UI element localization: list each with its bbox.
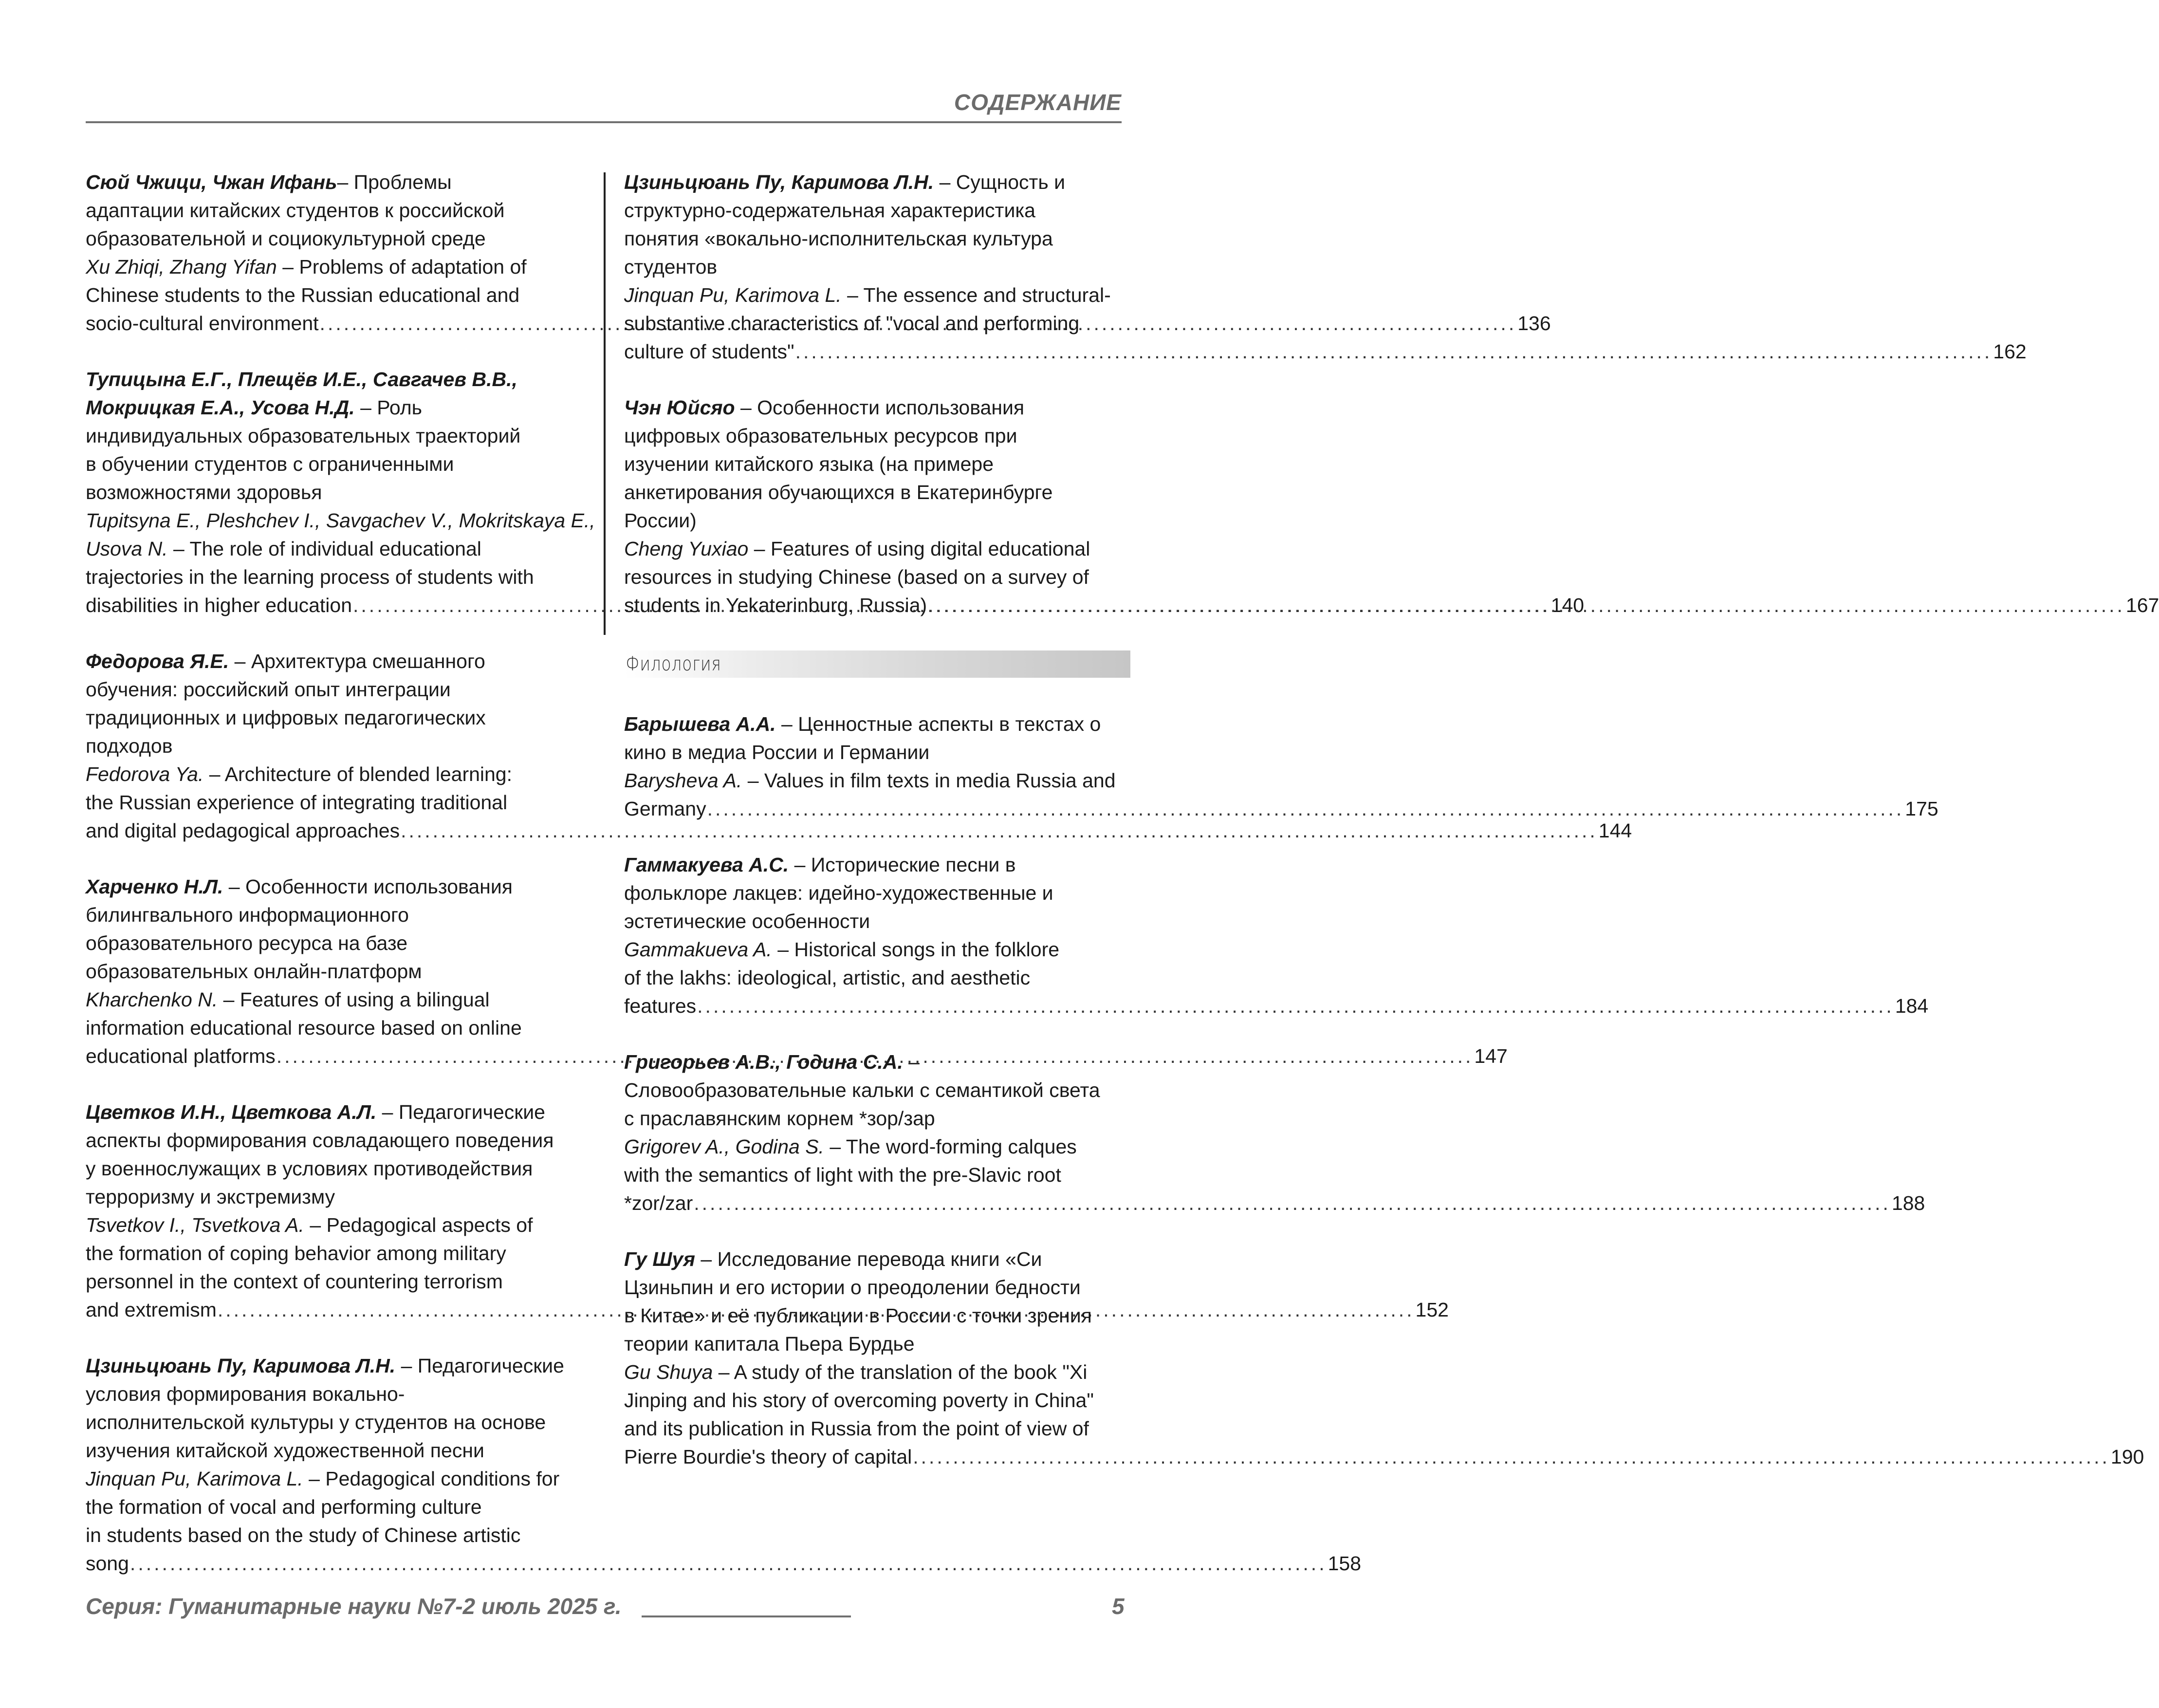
ru-title-line: изучении китайского языка (на примере — [624, 453, 994, 475]
en-line — [86, 985, 590, 1014]
page-ref[interactable]: 190 — [2110, 1446, 2144, 1468]
en-title-start: – Features of using digital educational — [748, 538, 1090, 560]
ru-authors: Тупицына Е.Г., Плещёв И.Е., Савгачев В.В., — [86, 368, 517, 390]
page-ref[interactable]: 147 — [1474, 1045, 1508, 1067]
en-line — [624, 766, 1130, 795]
en-title-start: – Values in film texts in media Russia and — [742, 769, 1116, 792]
toc-entry[interactable] — [624, 851, 1929, 1020]
ru-authors: Сюй Чжици, Чжан Ифань — [86, 171, 337, 193]
ru-line — [86, 393, 590, 422]
en-title-start: – Architecture of blended learning: — [203, 763, 512, 785]
en-authors: Gammakueva A. — [624, 938, 772, 961]
en-title-end: disabilities in higher education — [86, 594, 352, 616]
ru-title-line: возможностями здоровья — [86, 481, 322, 503]
en-title-line: the formation of coping behavior among military — [86, 1242, 506, 1264]
en-title-line: the Russian experience of integrating traditional — [86, 791, 508, 814]
en-title-line: trajectories in the learning process of students with — [86, 566, 534, 588]
en-authors: Jinquan Pu, Karimova L. — [624, 284, 842, 306]
en-authors: Xu Zhiqi, Zhang Yifan — [86, 256, 277, 278]
ru-authors: Григорьев А.В., Година С.А. — [624, 1051, 903, 1073]
en-line — [86, 506, 595, 535]
ru-title-line: у военнослужащих в условиях противодействия — [86, 1157, 533, 1180]
en-line — [624, 535, 1130, 563]
ru-title-line: терроризму и экстремизму — [86, 1186, 335, 1208]
ru-authors: Цзиньцюань Пу, Каримова Л.Н. — [86, 1355, 396, 1377]
page-ref[interactable]: 136 — [1517, 312, 1551, 334]
ru-title-line: образовательного ресурса на базе — [86, 932, 408, 954]
en-title-end: and extremism — [86, 1299, 217, 1321]
column-divider — [604, 172, 606, 635]
en-title-end: features — [624, 995, 697, 1017]
ru-title-line: образовательной и социокультурной среде — [86, 227, 486, 250]
ru-title-line: с праславянским корнем *зор/зар — [624, 1107, 935, 1130]
page-ref[interactable]: 158 — [1328, 1552, 1362, 1575]
en-authors: Barysheva A. — [624, 769, 742, 792]
en-title-end: song — [86, 1552, 129, 1575]
dot-leader — [694, 1192, 1891, 1214]
page-number: 5 — [1112, 1594, 1125, 1619]
dot-leader — [697, 995, 1894, 1017]
en-title-start: – Problems of adaptation of — [277, 256, 527, 278]
ru-title-start: – — [903, 1051, 920, 1073]
en-line — [86, 1211, 590, 1239]
en-title-last-line — [624, 992, 1929, 1020]
ru-title-line: адаптации китайских студентов к российской — [86, 199, 505, 222]
ru-title-line: условия формирования вокально- — [86, 1383, 405, 1405]
dot-leader — [913, 1446, 2110, 1468]
footer-series: Серия: Гуманитарные науки №7-2 июль 2025 г. — [86, 1594, 622, 1619]
en-title-line: the formation of vocal and performing culture — [86, 1496, 482, 1518]
ru-title-line: индивидуальных образовательных траекторий — [86, 425, 521, 447]
en-line — [86, 253, 590, 281]
en-title-line: with the semantics of light with the pre-Slavic root — [624, 1164, 1061, 1186]
ru-title-line: понятия «вокально-исполнительская культура — [624, 227, 1053, 250]
en-title-line: information educational resource based on online — [86, 1017, 522, 1039]
ru-title-line: традиционных и цифровых педагогических — [86, 706, 486, 729]
en-title-start: – Historical songs in the folklore — [772, 938, 1060, 961]
ru-title-start: – Особенности использования — [223, 875, 513, 898]
dot-leader — [795, 340, 1993, 363]
ru-authors: Цзиньцюань Пу, Каримова Л.Н. — [624, 171, 934, 193]
en-title-start: – Features of using a bilingual — [218, 988, 490, 1011]
page-ref[interactable]: 175 — [1905, 798, 1938, 820]
page-ref[interactable]: 152 — [1415, 1299, 1449, 1321]
ru-line — [624, 393, 1130, 422]
ru-title-start: – Ценностные аспекты в текстах о — [775, 713, 1101, 735]
ru-title-line: в Китае» и её публикации в России с точки зрения — [624, 1304, 1092, 1327]
ru-authors: Цветков И.Н., Цветкова А.Л. — [86, 1101, 377, 1123]
en-title-last-line — [624, 1189, 1925, 1217]
en-line — [624, 1132, 1130, 1161]
en-authors: Fedorova Ya. — [86, 763, 204, 785]
ru-line — [624, 1048, 1130, 1076]
page-ref[interactable]: 140 — [1550, 594, 1585, 616]
ru-title-start: – Архитектура смешанного — [229, 650, 485, 672]
en-title-last-line — [624, 1443, 2144, 1471]
en-title-start: – The word-forming calques — [824, 1135, 1077, 1158]
page-ref[interactable]: 188 — [1891, 1192, 1925, 1214]
ru-title-line: Цзиньпин и его истории о преодолении бедности — [624, 1276, 1081, 1299]
ru-title-line: России) — [624, 509, 697, 532]
section-header-philology — [624, 650, 1130, 678]
ru-title-line: кино в медиа России и Германии — [624, 741, 930, 763]
en-title-line: Chinese students to the Russian educational and — [86, 284, 520, 306]
ru-title-line: обучения: российский опыт интеграции — [86, 678, 451, 701]
en-title-end: *zor/zar — [624, 1192, 693, 1214]
ru-title-start: – Роль — [354, 396, 423, 419]
ru-line — [86, 647, 590, 675]
ru-title-start: – Проблемы — [337, 171, 452, 193]
ru-title-line: изучения китайской художественной песни — [86, 1439, 484, 1462]
en-title-end: educational platforms — [86, 1045, 276, 1067]
ru-title-line: анкетирования обучающихся в Екатеринбурге — [624, 481, 1053, 503]
ru-title-line: Словообразовательные кальки с семантикой света — [624, 1079, 1100, 1101]
ru-title-line: в обучении студентов с ограниченными — [86, 453, 454, 475]
ru-title-line: образовательных онлайн-платформ — [86, 960, 422, 983]
en-authors: Usova N. — [86, 538, 168, 560]
ru-authors: Мокрицкая Е.А., Усова Н.Д. — [86, 396, 355, 419]
en-line — [624, 935, 1130, 964]
ru-authors: Федорова Я.Е. — [86, 650, 229, 672]
ru-title-line: студентов — [624, 256, 718, 278]
en-line — [624, 281, 1130, 309]
en-title-last-line — [624, 795, 1938, 823]
ru-title-start: – Исследование перевода книги «Си — [695, 1248, 1042, 1270]
en-line — [624, 1358, 1130, 1386]
page-ref[interactable]: 144 — [1598, 819, 1632, 842]
ru-title-line: фольклоре лакцев: идейно-художественные и — [624, 882, 1053, 904]
ru-title-line: цифровых образовательных ресурсов при — [624, 425, 1017, 447]
ru-title-line: аспекты формирования совладающего поведения — [86, 1129, 554, 1151]
en-line — [86, 760, 590, 788]
ru-line — [624, 1245, 1130, 1273]
en-title-end: Germany — [624, 798, 706, 820]
en-title-line: of the lakhs: ideological, artistic, and aesthetic — [624, 966, 1031, 989]
ru-line — [86, 1098, 590, 1126]
header-rule — [86, 121, 1122, 123]
en-authors: Grigorev A., Godina S. — [624, 1135, 824, 1158]
ru-title-start: – Сущность и — [934, 171, 1065, 193]
en-authors: Cheng Yuxiao — [624, 538, 749, 560]
en-line — [86, 535, 590, 563]
ru-title-line: теории капитала Пьера Бурдье — [624, 1333, 915, 1355]
ru-line — [86, 1352, 590, 1380]
en-title-last-line — [624, 337, 2027, 366]
en-title-start: – Pedagogical aspects of — [304, 1214, 533, 1236]
en-authors: Tupitsyna E., Pleshchev I., Savgachev V., Mokritskaya E., — [86, 509, 595, 532]
ru-title-start: – Педагогические — [395, 1355, 564, 1377]
dot-leader — [928, 594, 2125, 616]
footer-rule — [642, 1615, 851, 1617]
en-title-start: – The essence and structural- — [841, 284, 1111, 306]
en-title-line: resources in studying Chinese (based on a survey of — [624, 566, 1089, 588]
en-title-start: – A study of the translation of the book "Xi — [713, 1361, 1088, 1383]
en-title-line: in students based on the study of Chinese artistic — [86, 1524, 521, 1546]
en-authors: Tsvetkov I., Tsvetkova A. — [86, 1214, 304, 1236]
en-title-line: Jinping and his story of overcoming poverty in China" — [624, 1389, 1094, 1411]
en-title-line: and its publication in Russia from the point of view of — [624, 1417, 1089, 1440]
en-authors: Jinquan Pu, Karimova L. — [86, 1467, 303, 1490]
ru-line — [624, 710, 1130, 738]
en-authors: Kharchenko N. — [86, 988, 218, 1011]
ru-line — [86, 873, 590, 901]
dot-leader — [707, 798, 1904, 820]
en-title-end: and digital pedagogical approaches — [86, 819, 400, 842]
en-title-start: – Pedagogical conditions for — [303, 1467, 560, 1490]
ru-authors: Харченко Н.Л. — [86, 875, 223, 898]
en-title-line: substantive characteristics of "vocal and performing — [624, 312, 1080, 334]
dot-leader — [130, 1552, 1327, 1575]
ru-line — [624, 851, 1130, 879]
en-authors: Gu Shuya — [624, 1361, 713, 1383]
en-title-last-line — [86, 1549, 1362, 1578]
ru-title-line: эстетические особенности — [624, 910, 870, 932]
en-title-last-line — [86, 817, 1632, 845]
en-line — [86, 1465, 590, 1493]
ru-line — [86, 168, 590, 196]
page-header-title: СОДЕРЖАНИЕ — [954, 90, 1122, 115]
ru-line — [86, 365, 590, 393]
en-title-end: socio-cultural environment — [86, 312, 319, 334]
ru-title-start: – Исторические песни в — [789, 854, 1016, 876]
page-ref[interactable]: 167 — [2125, 594, 2159, 616]
ru-authors: Гаммакуева А.С. — [624, 854, 789, 876]
en-title-end: students in Yekaterinburg, Russia) — [624, 594, 927, 616]
ru-line — [624, 168, 1130, 196]
page-ref[interactable]: 162 — [1993, 340, 2027, 363]
en-title-line: personnel in the context of countering terrorism — [86, 1270, 503, 1293]
en-title-end: culture of students" — [624, 340, 794, 363]
en-title-end: Pierre Bourdie's theory of capital — [624, 1446, 912, 1468]
ru-authors: Чэн Юйсяо — [624, 396, 735, 419]
ru-title-line: подходов — [86, 735, 173, 757]
en-title-start: – The role of individual educational — [167, 538, 481, 560]
toc-entry[interactable] — [624, 710, 1938, 823]
ru-authors: Барышева А.А. — [624, 713, 776, 735]
ru-title-start: – Особенности использования — [735, 396, 1025, 419]
section-title: Филология — [626, 653, 721, 675]
ru-title-line: билингвального информационного — [86, 904, 409, 926]
page-ref[interactable]: 184 — [1895, 995, 1929, 1017]
ru-title-line: исполнительской культуры у студентов на основе — [86, 1411, 546, 1433]
ru-authors: Гу Шуя — [624, 1248, 695, 1270]
ru-title-start: – Педагогические — [376, 1101, 545, 1123]
ru-title-line: структурно-содержательная характеристика — [624, 199, 1035, 222]
